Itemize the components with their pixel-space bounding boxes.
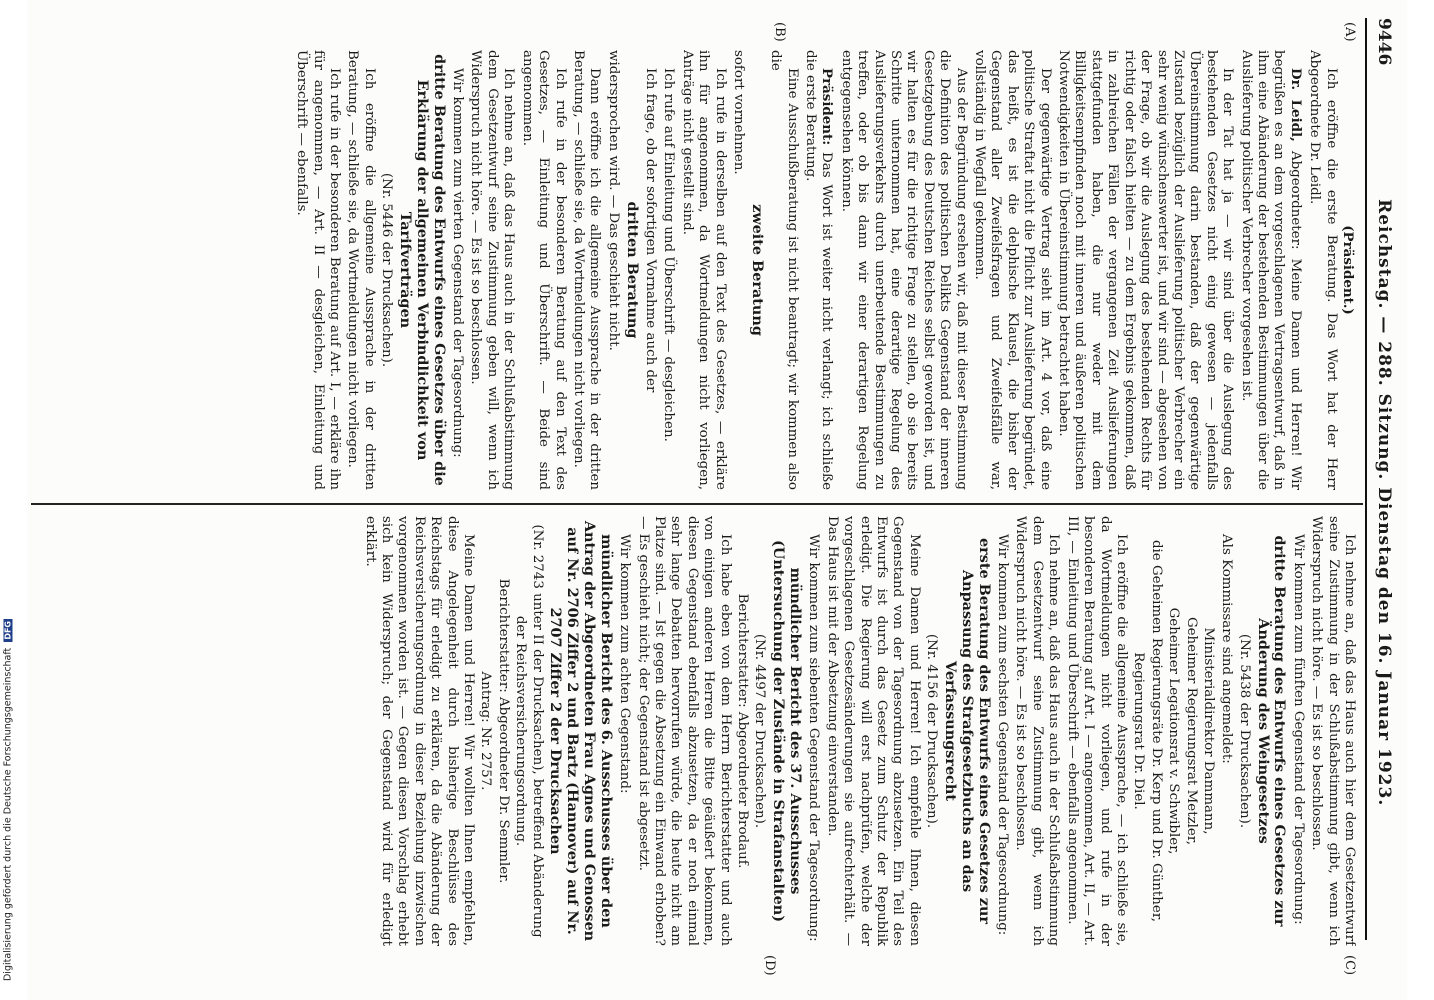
paragraph: Ich eröffne die allgemeine Aussprache in der dritten Beratung, — schließe sie, da Wortmeldungen nicht vorliegen.	[345, 50, 377, 490]
commissioner-entry: Regierungsrat Dr. Diel.	[1131, 652, 1147, 810]
motion-reference: Antrag: Nr. 2757.	[478, 671, 494, 791]
document-reference: (Nr. 5446 der Drucksachen).	[379, 172, 395, 368]
column-divider	[31, 503, 1363, 505]
paragraph: Eine Ausschußberatung ist nicht beantragt; wir kommen also die	[768, 50, 800, 490]
paragraph	[802, 50, 836, 490]
speaker-name: Dr. Leidl,	[1287, 68, 1304, 142]
page-header	[1365, 18, 1401, 940]
left-column	[35, 50, 1357, 490]
agenda-item-heading: dritte Beratung des Entwurfs eines Gesetzes zur Änderung des Weingesetzes	[1254, 535, 1289, 927]
digitization-footer	[2, 605, 14, 995]
paragraph: Ich rufe in der besonderen Beratung auf den Text des Gesetzes, — Einleitung und Überschrift. — Beide sind angenommen.	[519, 50, 568, 490]
section-heading: zweite Beratung	[748, 204, 766, 336]
paragraph: Als Kommissare sind angemeldet:	[1219, 534, 1235, 764]
document-reference: (Nr. 5438 der Drucksachen).	[1236, 633, 1252, 829]
paragraph	[1237, 50, 1304, 490]
paragraph: Wir kommen zum achten Gegenstand:	[617, 534, 633, 794]
paragraph: Wir kommen zum sechsten Gegenstand der Tagesordnung:	[995, 534, 1011, 936]
paragraph: Wir kommen zum vierten Gegenstand der Tagesordnung:	[450, 68, 466, 458]
agenda-item-heading: dritte Beratung des Entwurfs eines Gesetzes über die Erklärung der allgemeinen Verbindlichkeit von Tarifverträgen	[397, 54, 448, 486]
paragraph: Meine Damen und Herren! Wir wollten Ihnen empfehlen, diese Angelegenheit durch bisherige Beschlüsse des Reichstags für erledigt zu erklären, da die Abänderung der Reichsversicherungsordnung in dieser Beziehung inzwischen vorgenommen worden ist. — Gegen diesen Vorschlag erhebt sich kein Widerspruch; der Gegenstand wird für erledigt erklärt.	[362, 516, 476, 946]
paragraph: Ich nehme an, daß das Haus auch in der Schlußabstimmung dem Gesetzentwurf seine Zustimmung gibt, wenn ich Widerspruch nicht höre. — Es ist so beschlossen.	[1013, 516, 1062, 946]
agenda-item-heading: mündlicher Bericht des 6. Ausschusses über den Antrag der Abgeordneten Frau Agnes und Genossen auf Nr. 2706 Ziffer 2 und Bartz (Hannover) auf Nr. 2707 Ziffer 2 der Drucksachen	[547, 520, 615, 942]
paragraph: Wir kommen zum fünften Gegenstand der Tagesordnung:	[1290, 534, 1306, 925]
margin-mark-a: (A)	[1342, 22, 1357, 42]
paragraph: Ich rufe in der besonderen Beratung auf Art. I, — erkläre ihn für angenommen, — Art. II — desgleichen, Einleitung und Überschrift — ebenfalls.	[294, 50, 343, 490]
footer-text: Digitalisierung gefördert durch die Deutsche Forschungsgemeinschaft	[2, 647, 14, 982]
paragraph: Dann eröffne ich die allgemeine Aussprache in der dritten Beratung, — schließe sie, da Wortmeldungen nicht vorliegen.	[570, 50, 603, 490]
document-reference: (Nr. 2743 unter II der Drucksachen), betreffend Abänderung der Reichsversicherungsordnung.	[513, 524, 545, 938]
paragraph: Ich frage, ob der sofortigen Vornahme auch der	[642, 68, 658, 393]
margin-mark-d: (D)	[762, 955, 777, 976]
paragraph: Aus der Begründung ersehen wir, daß mit dieser Bestimmung die Definition des politischen Delikts Gegenstand der inneren Gesetzgebung des Deutschen Reiches selbst geworden ist, und wir halten es für die richtige Frage zu stellen, ob sie bereits Schritte unternommen hat, eine derartige Regelung des Auslieferungsverkehrs durch unerbeutende Bestimmungen zu treffen, oder ob bis dann wir einer derartigen Regelung entgegensehen können.	[838, 50, 969, 490]
paragraph: Ich eröffne die erste Beratung. Das Wort hat der Herr Abgeordnete Dr. Leidl.	[1307, 50, 1339, 490]
document-reference: (Nr. 4497 der Drucksachen).	[752, 633, 768, 829]
speaker-tag: (Präsident.)	[1340, 225, 1356, 315]
margin-mark-c: (C)	[1342, 955, 1357, 976]
paragraph: Meine Damen und Herren! Ich empfehle Ihnen, diesen Gegenstand von der Tagesordnung abzusetzen. Ein Teil des Entwurfs ist durch das Gesetz zum Schutz der Republik erledigt. Die Regierung will erst nachprüfen, welche der vorgeschlagenen Gesetzesänderungen sie aufrechterhält. — Das Haus ist mit der Absetzung einverstanden.	[824, 516, 922, 946]
right-column	[35, 516, 1357, 946]
page-title: Reichstag. — 288. Sitzung. Dienstag den 16. Januar 1923.	[1374, 199, 1395, 807]
speech-text: Das Wort ist weiter nicht verlangt; ich schließe die erste Beratung.	[803, 50, 835, 490]
paragraph: widersprochen wird. — Das geschieht nicht.	[605, 50, 621, 351]
dfg-logo: DFG	[3, 621, 13, 640]
rotated-document-page	[27, 0, 1407, 1000]
agenda-item-heading: erste Beratung des Entwurfs eines Gesetzes zur Anpassung des Strafgesetzbuchs an das Verfassungsrecht	[942, 537, 993, 925]
speaker-name: Präsident:	[819, 68, 836, 146]
reporter: Berichterstatter: Abgeordneter Dr. Semmler.	[495, 578, 511, 884]
reporter: Berichterstatter: Abgeordneter Brodauf.	[735, 593, 751, 869]
paragraph: sofort vornehmen.	[730, 50, 746, 175]
paragraph: Ich rufe in derselben auf den Text des Gesetzes, — erkläre ihn für angenommen, da Wortmeldungen nicht vorliegen, Anträge nicht gestellt sind.	[679, 50, 728, 490]
paragraph: Ich rufe auf Einleitung und Überschrift — desgleichen.	[661, 68, 677, 442]
paragraph: Der gegenwärtige Vertrag sieht im Art. 4 vor, daß eine politische Straftat nicht die Pflicht zur Auslieferung begründet, das heißt, es ist die delphische Klausel, die bisher der Gegenstand aller Zweifelsfragen und Zweifelsfälle war, vollständig in Wegfall gekommen.	[972, 50, 1053, 490]
paragraph: Ich eröffne die allgemeine Aussprache, — ich schließe sie, da Wortmeldungen nicht vorliegen, und rufe in der besonderen Beratung auf Art. I — angenommen, Art. II, — Art. III, — Einleitung und Überschrift — ebenfalls angenommen.	[1064, 516, 1129, 946]
paragraph: Ich habe eben von dem Herrn Berichterstatter und auch von einigen anderen Herren die Bitte geäußert bekommen, diesen Gegenstand ebenfalls abzusetzen, da er noch einmal sehr lange Debatten hervorrufen würde, die heute nicht am Platze sind. — Ist gegen die Absetzung ein Einwand erhoben? — Es geschieht nicht; der Gegenstand ist abgesetzt.	[635, 516, 733, 946]
paragraph: Wir kommen zum siebenten Gegenstand der Tagesordnung:	[806, 534, 822, 942]
section-heading: dritten Beratung	[623, 201, 641, 339]
paragraph: Ich nehme an, daß das Haus auch in der Schlußabstimmung dem Gesetzentwurf seine Zustimmung geben will, wenn ich Widerspruch nicht höre. — Es ist so beschlossen.	[468, 50, 517, 490]
paragraph: Ich nehme an, daß das Haus auch hier dem Gesetzentwurf seine Zustimmung in der Schlußabstimmung gibt, wenn ich Widerspruch nicht höre. — Es ist so beschlossen.	[1309, 516, 1357, 946]
paragraph: In der Tat hat ja — wir sind über die Auslegung des bestehenden Gesetzes nicht einig gewesen — jedenfalls Übereinstimmung darin bestanden, daß der gegenwärtige Zustand bezüglich der Auslieferung politischer Verbrecher ein sehr wenig wünschenswerter ist, und wir sind — abgesehen von der Frage, ob wir die Auslegung des bestehenden Rechts für richtig oder falsch hielten — zu dem Ergebnis gekommen, daß in zahlreichen Fällen der vergangenen Zeit Auslieferungen stattgefunden haben, die nur weder mit dem Billigkeitsempfinden noch mit inneren und äußeren politischen Notwendigkeiten in Übereinstimmung betrachtet haben.	[1056, 50, 1236, 490]
commissioner-entry: die Geheimen Regierungsräte Dr. Kerp und Dr. Günther,	[1148, 539, 1164, 923]
document-reference: (Nr. 4156 der Drucksachen).	[924, 633, 940, 829]
page-number: 9446	[1374, 18, 1395, 66]
commissioner-entry: Geheimer Legationsrat v. Schwibler,	[1166, 607, 1182, 855]
commissioner-entry: Geheimer Regierungsrat Metzler,	[1183, 616, 1199, 846]
commissioner-entry: Ministerialdirektor Dammann,	[1200, 627, 1216, 835]
margin-mark-b: (B)	[772, 22, 787, 42]
speech-text: Abgeordneter: Meine Damen und Herren! Wir begrüßen es an dem vorgeschlagenen Vertragsentwurf, daß in ihm eine Abänderung der bestehenden Bestimmungen über die Auslieferung politischer Verbrecher vorgesehen ist.	[1238, 50, 1303, 490]
agenda-item-heading: mündlicher Bericht des 37. Ausschusses (Untersuchung der Zustände in Strafanstalten)	[770, 539, 805, 922]
